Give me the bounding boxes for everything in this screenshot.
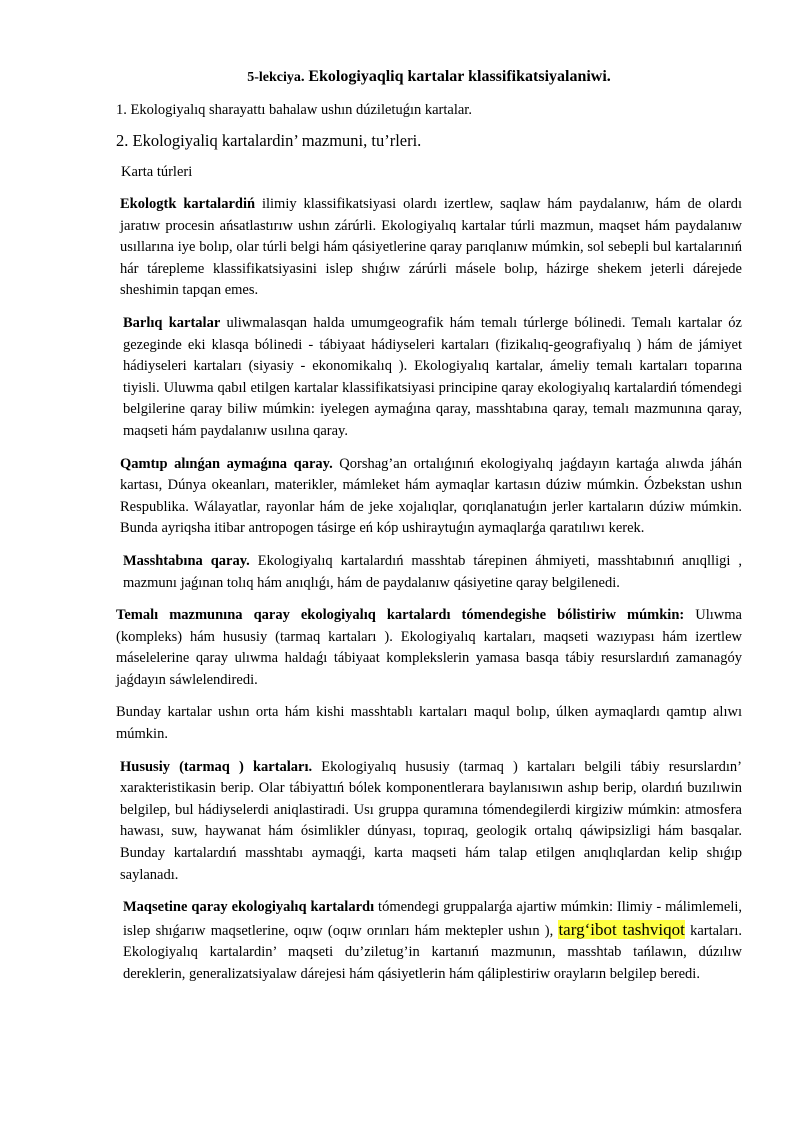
paragraph-lead: Qamtıp alınǵan aymaǵına qaray. <box>120 455 333 472</box>
paragraph-lead: Masshtabına qaray. <box>123 552 250 569</box>
outline-item-1: 1. Ekologiyalıq sharayattı bahalaw ushın dúziletuǵın kartalar. <box>116 102 472 118</box>
paragraph-lead: Hususiy (tarmaq ) kartaları. <box>120 758 313 775</box>
paragraph-lead: Maqsetine qaray ekologiyalıq kartalardı <box>123 899 375 916</box>
paragraph-text: Ulıwma (kompleks) hám hususiy (tarmaq kartaları ). Ekologiyalıq kartaları, maqseti wazıypası hám izertlew máselelerine qaray ulıwma haldaǵı tábiyaat komplekslerin yamasa basqa tábiy resurslardıń zamanagóy jaǵdayın sáwlelendiredi. <box>116 607 742 688</box>
section-heading-map-types: Karta túrleri <box>121 164 193 180</box>
paragraph-text: Bunday kartalar ushın orta hám kishi masshtablı kartaları maqul bolıp, úlken aymaqlardı qamtıp alıwı múmkin. <box>116 704 742 743</box>
document-page <box>116 58 742 997</box>
paragraph-by-purpose <box>116 897 742 985</box>
paragraph-all-maps <box>116 313 742 443</box>
paragraph-special-maps <box>116 757 742 887</box>
paragraph-ecological-classification <box>116 194 742 302</box>
lecture-number: 5-lekciya <box>247 70 301 85</box>
paragraph-text: ilimiy klassifikatsiyasi olardı izertlew, saqlaw hám paydalanıw, hám de olardı jaratıw procesin ańsatlastırıw ushın zárúrli. Ekologiyalıq kartalar túrli mazmun, maqset hám paydalanıw usıllarına iye bolıp, olar túrli belgi hám qásiyetlerine qaray parıqlanıw múmkin, sol sebepli bul kartalarınıń hár tárepleme klassifikatsiyasini islep shıǵıw zárúrli másele bolıp, házirge shekem jeterli dárejede sheshimin tapqan emes. <box>120 196 742 299</box>
lecture-topic: Ekologiyaqliq kartalar klassifikatsiyalaniwi. <box>308 68 611 85</box>
paragraph-lead: Temalı mazmunına qaray ekologiyalıq kartalardı tómendegishe bólistiriw múmkin: <box>116 607 685 624</box>
paragraph-text: Ekologiyalıq kartalardıń masshtab tárepinen áhmiyeti, masshtabınıń anıqlligi , mazmunı jaǵınan tolıq hám anıqlıǵı, hám de paydalanıw qásiyetine qaray belgilenedi. <box>123 552 742 591</box>
paragraph-text: Qorshag’an ortalıǵınıń ekologiyalıq jaǵdayın kartaǵa alıwda jáhán kartası, Dúnya okeanları, materikler, mámleket hám aymaqlar kartasın dúziw múmkin. Ózbekstan ushın Respublika. Wálayatlar, rayonlar hám de jeke xojalıqlar, qorıqlanatuǵın jerler kartaların dúziw múmkin. Bunda ayriqsha itibar antropogen tásirge eń kóp ushiraytuǵın aymaqlarǵa qaratılıwı kerek. <box>120 455 742 537</box>
paragraph-scale-note <box>116 702 742 745</box>
paragraph-text: Ekologiyalıq hususiy (tarmaq ) kartaları belgili tábiy resurslardın’ xarakteristikasin berip. Olar tábiyattıń bólek komponentlerara baylanısıwın ashıp berip, olardıń buzılıwin belgilep, bul hádiyselerdi aniqlastiradi. Usı gruppa quramına tómendegilerdi kirgiziw múmkin: atmosfera hawası, suw, haywanat hám ósimlikler dúnyası, topıraq, geologik ortalıq qáwipsizligi hám basqalar. Bunday kartalardıń masshtabı aymaqǵi, karta maqseti hám talap etilgen anıqlıqlardan kelip shıǵıp saylanadı. <box>120 758 743 883</box>
lecture-title <box>116 68 742 86</box>
outline-item-2: 2. Ekologiyaliq kartalardin’ mazmuni, tu’rleri. <box>116 131 422 150</box>
paragraph-lead: Ekologtk kartalardiń <box>120 196 256 212</box>
paragraph-tail: kartaları. Ekologiyalıq kartalardin’ maqseti du’ziletug’in kartanıń mazmunın, masshtab tańlawın, dúzılıw dereklerin, generalizatsiyalaw dárejesi hám qásiyetlerin hám qáliplestiriw orayların belgilep beredi. <box>123 922 742 982</box>
paragraph-by-territory <box>116 454 742 540</box>
paragraph-text: tómendegi gruppalarǵa ajartiw múmkin: Ilimiy - málimlemeli, islep shıǵarıw maqsetlerine, oqıw (oqıw orınları hám mektepler ushın ), <box>123 899 743 939</box>
paragraph-by-scale <box>116 551 742 594</box>
title-separator: . <box>300 69 309 85</box>
paragraph-by-thematic-content <box>116 605 742 691</box>
highlighted-text: targ‘ibot tashviqot <box>558 919 685 939</box>
paragraph-text: uliwmalasqan halda umumgeografik hám temalı túrlerge bólinedi. Temalı kartalar óz gezeginde eki klasqa bólinedi - tábiyaat hádiyseleri kartaları (fizikalıq-geografiyalıq ) hám de jámiyet hádiyseleri kartaları (siyasiy - ekonomikalıq ). Ekologiyalıq kartalar, ámeliy temalı kartaları toparına tiyisli. Uluwma qabıl etilgen kartalar klassifikatsiyasi principine qaray ekologiyalıq kartalardiń tómendegi belgilerine qaray biliw múmkin: iyelegen aymaǵına qaray, masshtabına qaray, temalı mazmunına qaray, maqseti hám paydalanıw usılına qaray. <box>123 314 742 439</box>
paragraph-lead: Barlıq kartalar <box>123 314 221 331</box>
